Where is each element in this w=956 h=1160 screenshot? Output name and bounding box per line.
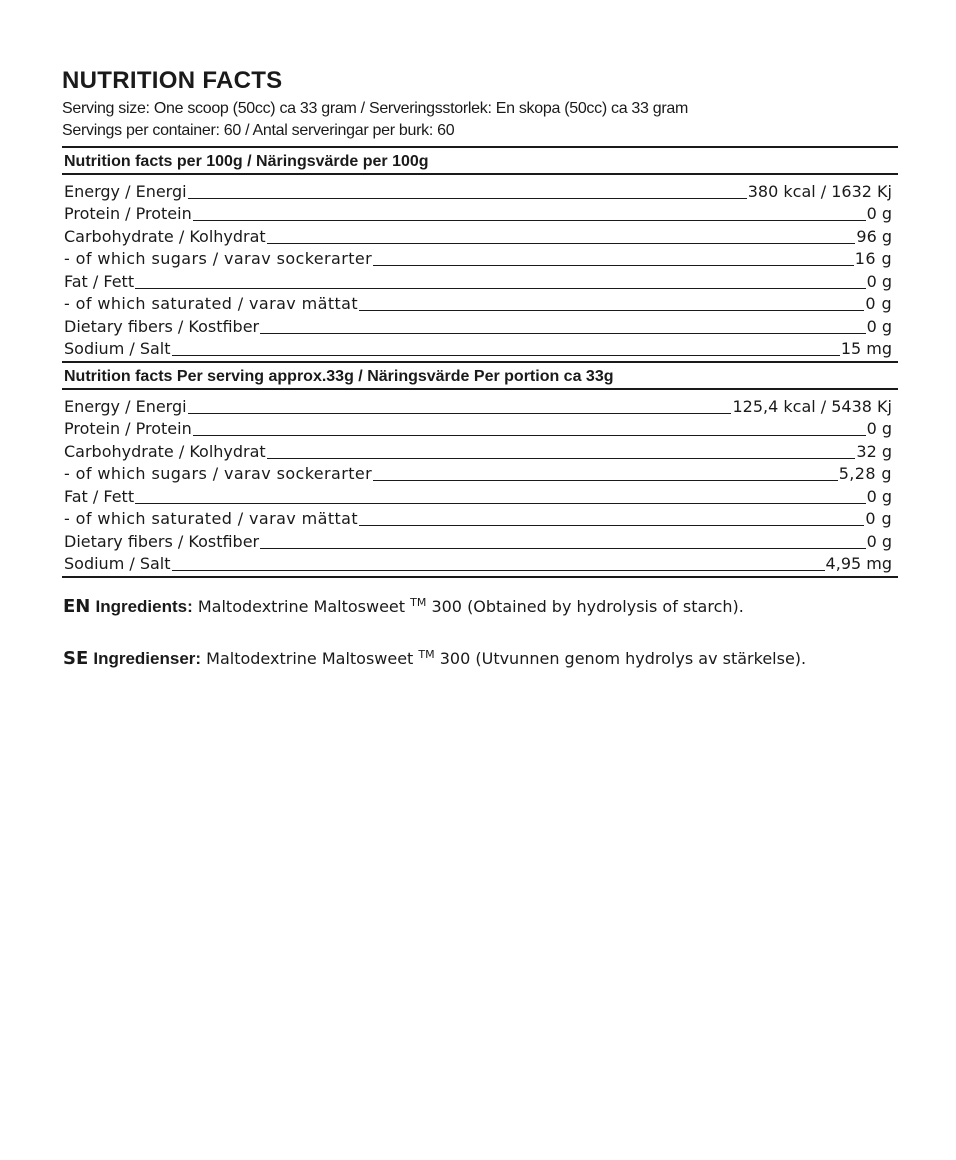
section-end-rule <box>62 576 898 578</box>
leader-line <box>373 265 854 266</box>
nutrient-name: Energy / Energi <box>64 396 187 416</box>
leader-line <box>172 355 840 356</box>
nutrient-name: - of which sugars / varav sockerarter <box>64 249 373 268</box>
nutrient-value: 0 g <box>865 509 892 528</box>
ingredients-text-se: Maltodextrine Maltosweet <box>206 649 414 668</box>
nutrient-value: 4,95 mg <box>825 554 892 573</box>
nutrient-value: 16 g <box>854 249 892 268</box>
language-code-se: SE <box>63 648 89 669</box>
nutrient-value: 96 g <box>856 226 892 246</box>
nutrient-row <box>62 247 898 270</box>
ingredients-text-se-rest: 300 (Utvunnen genom hydrolys av stärkelse). <box>439 649 807 668</box>
leader-line <box>135 503 865 504</box>
ingredients-heading-en: Ingredients: <box>95 597 193 616</box>
leader-line <box>260 333 865 334</box>
leader-line <box>260 548 865 549</box>
nutrient-value: 0 g <box>865 294 892 313</box>
trademark-mark: TM <box>418 648 435 661</box>
nutrient-name: Sodium / Salt <box>64 339 171 358</box>
leader-line <box>135 288 865 289</box>
nutrient-row <box>62 552 898 575</box>
nutrient-name: Carbohydrate / Kolhydrat <box>64 441 266 461</box>
nutrient-row <box>62 269 898 292</box>
nutrient-row <box>62 394 898 417</box>
nutrient-name: Energy / Energi <box>64 181 187 201</box>
leader-line <box>172 570 825 571</box>
nutrient-name: Protein / Protein <box>64 204 192 223</box>
ingredients-text-en: Maltodextrine Maltosweet <box>197 597 406 616</box>
servings-per-container: Servings per container: 60 / Antal serveringar per burk: 60 <box>62 122 455 139</box>
nutrient-value: 380 kcal / 1632 Kj <box>747 181 892 201</box>
nutrient-row <box>62 484 898 507</box>
nutrient-row <box>62 507 898 530</box>
nutrient-value: 0 g <box>866 419 892 438</box>
nutrient-row <box>62 439 898 462</box>
nutrition-label <box>62 66 898 670</box>
ingredients-se <box>62 644 898 670</box>
leader-line <box>193 220 866 221</box>
per-serving-rows <box>62 390 898 576</box>
nutrient-row <box>62 179 898 202</box>
ingredients-heading-se: Ingredienser: <box>93 649 202 668</box>
leader-line <box>267 243 856 244</box>
nutrient-name: Dietary fibers / Kostfiber <box>64 531 260 551</box>
label-title: NUTRITION FACTS <box>62 67 283 94</box>
nutrient-row <box>62 224 898 247</box>
nutrient-value: 0 g <box>866 271 892 291</box>
nutrient-name: Fat / Fett <box>64 271 135 291</box>
nutrient-row <box>62 529 898 552</box>
leader-line <box>193 435 866 436</box>
nutrient-name: Protein / Protein <box>64 419 192 438</box>
leader-line <box>188 413 732 414</box>
nutrient-name: Sodium / Salt <box>64 554 171 573</box>
nutrient-row <box>62 417 898 440</box>
per-100g-rows <box>62 175 898 361</box>
nutrient-row <box>62 292 898 315</box>
nutrient-name: Dietary fibers / Kostfiber <box>64 316 260 336</box>
language-code-en: EN <box>63 596 91 617</box>
nutrient-value: 125,4 kcal / 5438 Kj <box>732 396 892 416</box>
leader-line <box>359 525 864 526</box>
per-100g-header: Nutrition facts per 100g / Näringsvärde per 100g <box>62 146 898 175</box>
nutrient-name: - of which sugars / varav sockerarter <box>64 464 373 483</box>
nutrient-row <box>62 314 898 337</box>
leader-line <box>359 310 864 311</box>
nutrient-name: Carbohydrate / Kolhydrat <box>64 226 266 246</box>
leader-line <box>188 198 747 199</box>
ingredients-en <box>62 592 898 618</box>
trademark-mark: TM <box>410 596 427 609</box>
leader-line <box>267 458 856 459</box>
nutrient-value: 15 mg <box>840 339 892 358</box>
nutrient-value: 0 g <box>866 204 892 223</box>
nutrient-name: - of which saturated / varav mättat <box>64 294 359 313</box>
leader-line <box>373 480 838 481</box>
nutrient-row <box>62 462 898 485</box>
nutrient-value: 0 g <box>866 486 892 506</box>
serving-size: Serving size: One scoop (50cc) ca 33 gram / Serveringsstorlek: En skopa (50cc) ca 33 gram <box>62 100 689 117</box>
nutrient-value: 0 g <box>866 531 892 551</box>
nutrient-row <box>62 202 898 225</box>
nutrient-value: 0 g <box>866 316 892 336</box>
nutrient-name: - of which saturated / varav mättat <box>64 509 359 528</box>
nutrient-row <box>62 337 898 360</box>
per-serving-header: Nutrition facts Per serving approx.33g / Näringsvärde Per portion ca 33g <box>62 361 898 390</box>
nutrient-value: 32 g <box>856 441 892 461</box>
spacer <box>62 618 898 644</box>
nutrient-value: 5,28 g <box>838 464 892 483</box>
nutrient-name: Fat / Fett <box>64 486 135 506</box>
ingredients-text-en-rest: 300 (Obtained by hydrolysis of starch). <box>431 597 744 616</box>
